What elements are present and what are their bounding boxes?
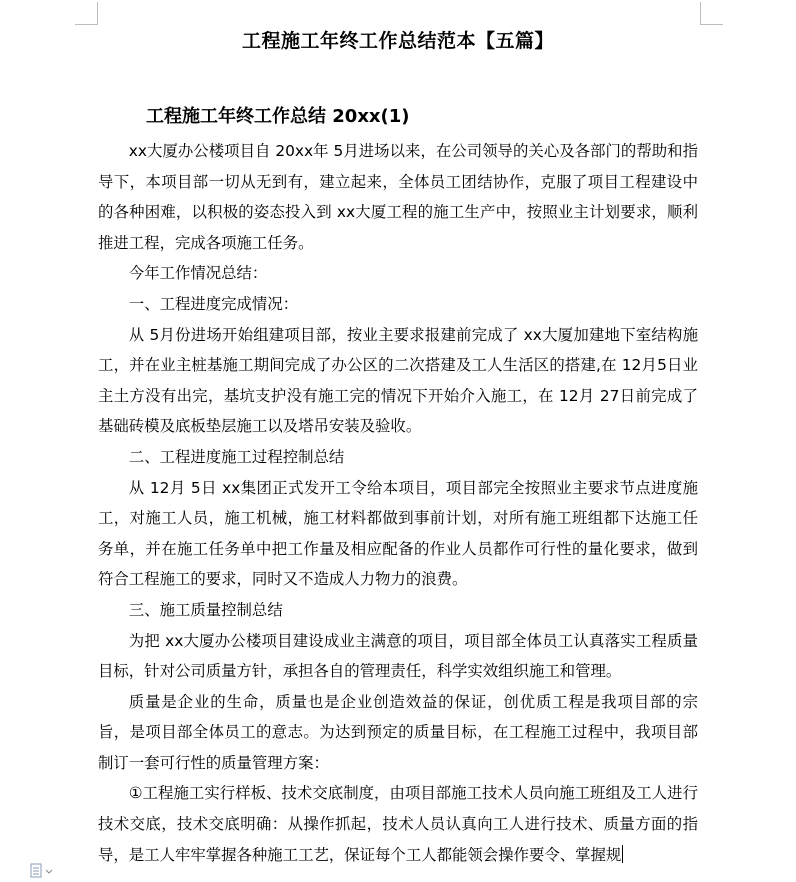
paragraph-last bbox=[98, 778, 698, 870]
section-title: 工程施工年终工作总结 20xx(1) bbox=[146, 106, 410, 127]
document-title: 工程施工年终工作总结范本【五篇】 bbox=[241, 30, 554, 52]
paragraph: xx大厦办公楼项目自 20xx年 5月进场以来，在公司领导的关心及各部门的帮助和指导下，本项目部一切从无到有，建立起来，全体员工团结协作，克服了项目工程建设中的各种困难，以积极的姿态投入到 xx大厦工程的施工生产中，按照业主计划要求，顺利推进工程，完成各项施工任务。 bbox=[98, 142, 698, 252]
crop-mark-top-left bbox=[75, 2, 98, 25]
paragraph-text: ①工程施工实行样板、技术交底制度，由项目部施工技术人员向施工班组及工人进行技术交底，技术交底明确：从操作抓起，技术人员认真向工人进行技术、质量方面的指导，是工人牢牢掌握各种施工工艺，保证每个工人都能领会操作要令、掌握规 bbox=[98, 784, 698, 864]
paragraph: 二、工程进度施工过程控制总结 bbox=[128, 447, 345, 466]
crop-mark-top-right bbox=[700, 2, 723, 25]
paragraph: 从 12月 5日 xx集团正式发开工令给本项目，项目部完全按照业主要求节点进度施工，对施工人员，施工机械，施工材料都做到事前计划，对所有施工班组都下达施工任务单，并在施工任务单中把工作量及相应配备的作业人员都作可行性的量化要求，做到符合工程施工的要求，同时又不造成人力物力的浪费。 bbox=[98, 478, 698, 589]
paragraph: 质量是企业的生命，质量也是企业创造效益的保证，创优质工程是我项目部的宗旨，是项目部全体员工的意志。为达到预定的质量目标，在工程施工过程中，我项目部制订一套可行性的质量管理方案： bbox=[98, 692, 698, 772]
paragraph: 从 5月份进场开始组建项目部，按业主要求报建前完成了 xx大厦加建地下室结构施工，并在业主桩基施工期间完成了办公区的二次搭建及工人生活区的搭建,在 12月5日业主土方没有出完，基坑支护没有施工完的情况下开始介入施工，在 12月 27日前完成了基础砖模及底板垫层施工以及塔吊安装及验收。 bbox=[98, 325, 698, 436]
document-body[interactable] bbox=[98, 136, 698, 870]
paragraph: 为把 xx大厦办公楼项目建设成业主满意的项目，项目部全体员工认真落实工程质量目标，针对公司质量方针，承担各自的管理责任，科学实效组织施工和管理。 bbox=[98, 631, 698, 681]
document-icon[interactable] bbox=[30, 862, 56, 878]
paragraph: 今年工作情况总结： bbox=[128, 264, 268, 283]
text-cursor bbox=[622, 845, 623, 863]
paragraph: 一、工程进度完成情况： bbox=[128, 294, 299, 313]
paragraph: 三、施工质量控制总结 bbox=[128, 600, 283, 619]
